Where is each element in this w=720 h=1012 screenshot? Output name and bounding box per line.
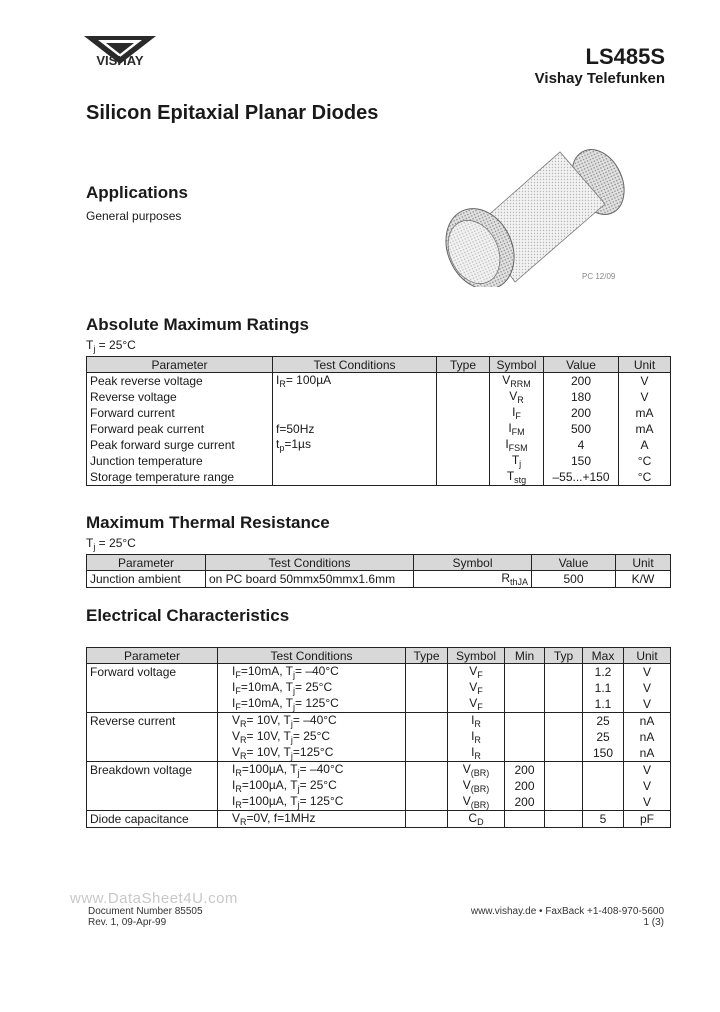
cell-unit: K/W: [616, 571, 671, 588]
cell-parameter: Forward current: [87, 405, 273, 421]
cell-value: 180: [544, 389, 619, 405]
cell-parameter: [87, 745, 218, 762]
cell-symbol: [490, 421, 544, 437]
cell-max: 25: [583, 729, 624, 745]
cell-test-condition: f=50Hz: [273, 421, 437, 437]
page-number: 1 (3): [643, 917, 664, 928]
cell-symbol: [448, 729, 505, 745]
cell-type: [437, 389, 490, 405]
cell-test-condition: $I_R=100\mu A$, $T_j= -40^\circ C$: [218, 762, 406, 779]
column-header: Symbol: [490, 357, 544, 373]
cell-unit: nA: [624, 729, 671, 745]
symbol-main: I: [505, 437, 509, 451]
cell-type: [406, 745, 448, 762]
cell-unit: V: [624, 794, 671, 811]
table-row: [87, 745, 671, 762]
amr-table: [86, 356, 671, 486]
cell-type: [437, 405, 490, 421]
mtr-heading: Maximum Thermal Resistance: [86, 513, 330, 532]
symbol-main: V: [469, 680, 478, 694]
cell-type: [437, 453, 490, 469]
cell-max: 5: [583, 811, 624, 828]
table-row: [87, 389, 671, 405]
cell-unit: A: [619, 437, 671, 453]
cell-test-condition: [273, 405, 437, 421]
cell-value: 500: [532, 571, 616, 588]
symbol-sub: R: [474, 735, 481, 745]
cell-value: 150: [544, 453, 619, 469]
cell-min: [505, 713, 545, 730]
cell-test-condition: $V_R= 10V$, $T_j=125^\circ C$: [218, 745, 406, 762]
table-row: [87, 437, 671, 453]
symbol-sub: R: [474, 719, 481, 729]
cell-parameter: Storage temperature range: [87, 469, 273, 486]
column-header: Test Conditions: [206, 555, 414, 571]
cell-symbol: [490, 453, 544, 469]
cell-type: [406, 762, 448, 779]
cell-max: 1.1: [583, 696, 624, 713]
symbol-main: I: [471, 745, 475, 759]
cell-unit: nA: [624, 745, 671, 762]
cell-test-condition: [273, 389, 437, 405]
cell-symbol: [448, 664, 505, 681]
table-row: [87, 373, 671, 390]
column-header: Typ: [545, 648, 583, 664]
cell-test-condition: $I_F=10mA$, $T_j= -40^\circ C$: [218, 664, 406, 681]
cell-max: 25: [583, 713, 624, 730]
cell-test-condition: on PC board 50mmx50mmx1.6mm: [206, 571, 414, 588]
cell-max: 1.2: [583, 664, 624, 681]
table-row: [87, 778, 671, 794]
symbol-main: I: [471, 713, 475, 727]
page-title: Silicon Epitaxial Planar Diodes: [86, 102, 379, 124]
cell-symbol: [448, 778, 505, 794]
column-header: Type: [437, 357, 490, 373]
cell-unit: V: [619, 373, 671, 390]
table-row: [87, 713, 671, 730]
symbol-main: V: [462, 794, 471, 808]
symbol-sub: RRM: [510, 379, 531, 389]
table-row: [87, 696, 671, 713]
diode-package-image: [440, 142, 630, 287]
column-header: Value: [532, 555, 616, 571]
mtr-condition: $T_j = 25^\circ C$: [86, 536, 136, 552]
table-row: [87, 469, 671, 486]
table-row: [87, 680, 671, 696]
cell-typ: [545, 778, 583, 794]
cell-max: 150: [583, 745, 624, 762]
cell-test-condition: $I_R=100\mu A$, $T_j= 125^\circ C$: [218, 794, 406, 811]
cell-type: [406, 696, 448, 713]
cell-type: [437, 373, 490, 390]
cell-parameter: [87, 696, 218, 713]
symbol-main: V: [462, 762, 471, 776]
symbol-sub: (BR): [470, 800, 490, 810]
cell-type: [406, 664, 448, 681]
cell-typ: [545, 811, 583, 828]
cell-test-condition: $V_R= 10V$, $T_j= -40^\circ C$: [218, 713, 406, 730]
footer-left: [88, 906, 203, 928]
cell-typ: [545, 713, 583, 730]
cell-type: [406, 713, 448, 730]
cell-type: [406, 778, 448, 794]
cell-unit: V: [624, 664, 671, 681]
cell-test-condition: $t_p=1\mu s$: [273, 437, 437, 453]
cell-min: [505, 811, 545, 828]
cell-symbol: [448, 696, 505, 713]
symbol-main: T: [511, 453, 520, 467]
cell-symbol: [448, 762, 505, 779]
cell-type: [437, 469, 490, 486]
column-header: Parameter: [87, 648, 218, 664]
image-code: PC 12/09: [582, 272, 616, 281]
cell-parameter: Forward peak current: [87, 421, 273, 437]
symbol-main: V: [469, 696, 478, 710]
symbol-sub: F: [477, 670, 483, 680]
symbol-main: I: [508, 421, 512, 435]
symbol-main: I: [471, 729, 475, 743]
cell-symbol: [414, 571, 532, 588]
cell-parameter: Breakdown voltage: [87, 762, 218, 779]
cell-parameter: Junction ambient: [87, 571, 206, 588]
cell-min: [505, 729, 545, 745]
table-row: [87, 794, 671, 811]
company-name: Vishay Telefunken: [534, 70, 665, 87]
cell-max: [583, 778, 624, 794]
cell-symbol: [490, 469, 544, 486]
doc-number: Document Number 85505: [88, 906, 203, 917]
cell-parameter: Peak forward surge current: [87, 437, 273, 453]
vishay-logo: [84, 34, 156, 80]
watermark: www.DataSheet4U.com: [70, 890, 238, 907]
cell-min: 200: [505, 778, 545, 794]
cell-max: 1.1: [583, 680, 624, 696]
table-row: [87, 453, 671, 469]
column-header: Parameter: [87, 357, 273, 373]
cell-value: 200: [544, 373, 619, 390]
column-header: Unit: [624, 648, 671, 664]
cell-test-condition: $V_R= 10V$, $T_j= 25^\circ C$: [218, 729, 406, 745]
cell-parameter: [87, 778, 218, 794]
symbol-main: V: [462, 778, 471, 792]
symbol-sub: FSM: [508, 443, 528, 453]
symbol-sub: j: [519, 459, 522, 469]
cell-min: [505, 680, 545, 696]
table-row: [87, 729, 671, 745]
symbol-main: V: [469, 664, 478, 678]
cell-test-condition: $I_R=100\mu A$, $T_j= 25^\circ C$: [218, 778, 406, 794]
cell-symbol: [490, 373, 544, 390]
cell-typ: [545, 680, 583, 696]
footer-right: [471, 906, 664, 928]
table-row: [87, 571, 671, 588]
table-row: [87, 421, 671, 437]
cell-symbol: [448, 745, 505, 762]
symbol-sub: F: [477, 702, 483, 712]
cell-type: [406, 811, 448, 828]
cell-unit: V: [624, 762, 671, 779]
cell-test-condition: $V_R=0V$, f=1MHz: [218, 811, 406, 828]
symbol-main: V: [502, 373, 511, 387]
cell-parameter: Junction temperature: [87, 453, 273, 469]
cell-min: 200: [505, 762, 545, 779]
symbol-sub: F: [477, 686, 483, 696]
cell-unit: V: [624, 680, 671, 696]
cell-unit: V: [624, 778, 671, 794]
cell-max: [583, 762, 624, 779]
table-row: [87, 405, 671, 421]
contact: www.vishay.de • FaxBack +1-408-970-5600: [470, 906, 664, 917]
cell-typ: [545, 696, 583, 713]
cell-min: [505, 664, 545, 681]
cell-parameter: [87, 794, 218, 811]
symbol-sub: D: [477, 817, 484, 827]
cell-test-condition: [273, 469, 437, 486]
symbol-main: I: [512, 405, 516, 419]
cell-min: 200: [505, 794, 545, 811]
cell-value: 200: [544, 405, 619, 421]
cell-symbol: [490, 405, 544, 421]
cell-symbol: [448, 713, 505, 730]
applications-heading: Applications: [86, 183, 189, 202]
table-row: [87, 811, 671, 828]
column-header: Type: [406, 648, 448, 664]
cell-unit: °C: [619, 453, 671, 469]
applications-text: General purposes: [86, 209, 182, 223]
column-header: Unit: [619, 357, 671, 373]
cell-symbol: [448, 794, 505, 811]
table-row: [87, 664, 671, 681]
cell-test-condition: [273, 453, 437, 469]
column-header: Unit: [616, 555, 671, 571]
column-header: Parameter: [87, 555, 206, 571]
cell-typ: [545, 729, 583, 745]
symbol-main: R: [501, 571, 510, 585]
logo-text: VISHAY: [96, 53, 144, 68]
cell-symbol: [448, 680, 505, 696]
cell-test-condition: $I_R= 100\mu A$: [273, 373, 437, 390]
symbol-sub: stg: [514, 475, 527, 485]
column-header: Value: [544, 357, 619, 373]
cell-parameter: [87, 680, 218, 696]
column-header: Test Conditions: [218, 648, 406, 664]
column-header: Symbol: [448, 648, 505, 664]
cell-unit: nA: [624, 713, 671, 730]
cell-type: [406, 729, 448, 745]
ec-heading: Electrical Characteristics: [86, 606, 290, 625]
cell-type: [437, 437, 490, 453]
cell-min: [505, 696, 545, 713]
symbol-sub: (BR): [470, 768, 490, 778]
amr-heading: Absolute Maximum Ratings: [86, 315, 309, 334]
cell-value: 4: [544, 437, 619, 453]
cell-type: [406, 794, 448, 811]
cell-parameter: Reverse current: [87, 713, 218, 730]
cell-parameter: [87, 729, 218, 745]
symbol-sub: R: [517, 395, 524, 405]
cell-parameter: Diode capacitance: [87, 811, 218, 828]
cell-max: [583, 794, 624, 811]
cell-unit: V: [619, 389, 671, 405]
cell-typ: [545, 745, 583, 762]
cell-symbol: [448, 811, 505, 828]
cell-symbol: [490, 389, 544, 405]
cell-typ: [545, 794, 583, 811]
cell-unit: mA: [619, 421, 671, 437]
cell-type: [437, 421, 490, 437]
symbol-sub: FM: [511, 427, 525, 437]
cell-value: –55...+150: [544, 469, 619, 486]
symbol-sub: F: [515, 411, 521, 421]
cell-min: [505, 745, 545, 762]
cell-unit: °C: [619, 469, 671, 486]
cell-value: 500: [544, 421, 619, 437]
cell-test-condition: $I_F=10mA$, $T_j= 125^\circ C$: [218, 696, 406, 713]
cell-unit: pF: [624, 811, 671, 828]
cell-typ: [545, 664, 583, 681]
ec-table: [86, 647, 671, 828]
cell-parameter: Forward voltage: [87, 664, 218, 681]
mtr-table: [86, 554, 671, 588]
column-header: Test Conditions: [273, 357, 437, 373]
part-number: LS485S: [585, 44, 665, 69]
cell-parameter: Peak reverse voltage: [87, 373, 273, 390]
symbol-main: V: [509, 389, 518, 403]
column-header: Symbol: [414, 555, 532, 571]
cell-type: [406, 680, 448, 696]
cell-typ: [545, 762, 583, 779]
symbol-main: C: [468, 811, 478, 825]
table-row: [87, 762, 671, 779]
cell-parameter: Reverse voltage: [87, 389, 273, 405]
symbol-sub: (BR): [470, 784, 490, 794]
symbol-sub: thJA: [509, 577, 528, 587]
cell-symbol: [490, 437, 544, 453]
cell-test-condition: $I_F=10mA$, $T_j= 25^\circ C$: [218, 680, 406, 696]
revision: Rev. 1, 09-Apr-99: [88, 917, 167, 928]
symbol-main: T: [506, 469, 515, 483]
column-header: Max: [583, 648, 624, 664]
amr-condition: $T_j = 25^\circ C$: [86, 338, 136, 354]
symbol-sub: R: [474, 751, 481, 761]
cell-unit: V: [624, 696, 671, 713]
column-header: Min: [505, 648, 545, 664]
cell-unit: mA: [619, 405, 671, 421]
